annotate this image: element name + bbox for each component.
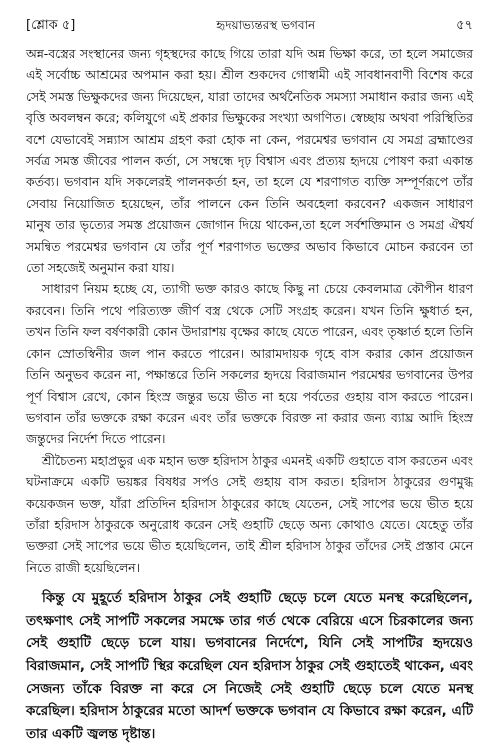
paragraph-1: অন্ন-বস্ত্রের সংস্থানের জন্য গৃহস্থদের কাছে গিয়ে তারা যদি অন্ন ভিক্ষা করে, তা হলে সমাজের এই সর্বোচ্চ আশ্রমের অপমান করা হয়। শ্রীল শুকদেব গোস্বামী এই সাবধানবাণী বিশেষ করে সেই সমস্ত ভিক্ষুকদের জন্য দিয়েছেন, যারা তাদের অর্থনৈতিক সমস্যা সমাধান করার জন্য এই বৃত্তি অবলম্বন করে; কলিযুগে এই প্রকার ভিক্ষুকের সংখ্যা অগণিত। স্বেচ্ছায় অথবা পরিস্থিতির বশে যেভাবেই সন্ন্যাস আশ্রম গ্রহণ করা হোক না কেন, পরমেশ্বর ভগবান যে সমগ্র ব্রহ্মাণ্ডের সর্বত্র সমস্ত জীবের পালন কর্তা, সে সম্বন্ধে দৃঢ় বিশ্বাস এবং প্রত্যয় হৃদয়ে পোষণ করা একান্ত কর্তব্য। ভগবান যদি সকলেরই পালনকর্তা হন, তা হলে যে শরণাগত ব্যক্তি সম্পূর্ণরূপে তাঁর সেবায় নিয়োজিত হয়েছেন, তাঁর পালনে কেন তিনি অবহেলা করবেন? একজন সাধারণ মানুষ তার ভৃত্যের সমস্ত প্রয়োজন জোগান দিয়ে থাকেন,তা হলে সর্বশক্তিমান ও সমগ্র ঐশ্বর্য সমন্বিত পরমেশ্বর ভগবান যে তাঁর পূর্ণ শরণাগত ভক্তের অভাব কিভাবে মোচন করবেন তা তো সহজেই অনুমান করা যায়। [26, 46, 473, 276]
page-header [26, 16, 473, 37]
chapter-title: হৃদয়াভ্যন্তরস্থ ভগবান [216, 18, 316, 32]
paragraph-3: শ্রীচৈতন্য মহাপ্রভুর এক মহান ভক্ত হরিদাস ঠাকুর এমনই একটি গুহাতে বাস করতেন এবং ঘটনাক্রমে একটি ভয়ঙ্কর বিষধর সর্পও সেই গুহায় বাস করত। হরিদাস ঠাকুরের গুণমুগ্ধ কয়েকজন ভক্ত, যাঁরা প্রতিদিন হরিদাস ঠাকুরের কাছে যেতেন, সেই সাপের ভয়ে ভীত হয়ে তাঁরা হরিদাস ঠাকুরকে অনুরোধ করেন সেই গুহাটি ছেড়ে অন্য কোথাও যেতে। যেহেতু তাঁর ভক্তরা সেই সাপের ভয়ে ভীত হয়েছিলেন, তাই শ্রীল হরিদাস ঠাকুর তাঁদের সেই প্রস্তাব মেনে নিতে রাজী হয়েছিলেন। [26, 452, 473, 575]
paragraph-2: সাধারণ নিয়ম হচ্ছে যে, ত্যাগী ভক্ত কারও কাছে কিছু না চেয়ে কেবলমাত্র কৌপীন ধারণ করবেন। তিনি পথে পরিত্যক্ত জীর্ণ বস্ত্র থেকে সেটি সংগ্রহ করেন। যখন তিনি ক্ষুধার্ত হন, তখন তিনি ফল বর্ষণকারী কোন উদারাশয় বৃক্ষের কাছে যেতে পারেন, এবং তৃষ্ণার্ত হলে তিনি কোন স্রোতস্বিনীর জল পান করতে পারেন। আরামদায়ক গৃহে বাস করার কোন প্রয়োজন তিনি অনুভব করেন না, পক্ষান্তরে তিনি সকলের হৃদয়ে বিরাজমান পরমেশ্বর ভগবানের উপর পূর্ণ বিশ্বাস রেখে, কোন হিংস্র জন্তুর ভয়ে ভীত না হয়ে পর্বতের গুহায় বাস করতে পারেন। ভগবান তাঁর ভক্তকে রক্ষা করেন এবং তাঁর ভক্তকে বিরক্ত না করার জন্য ব্যাঘ্র আদি হিংস্র জন্তুদের নির্দেশ দিতে পারেন। [26, 281, 473, 447]
page-number: ৫৭ [456, 18, 473, 33]
highlighted-paragraph: কিন্তু যে মুহূর্তে হরিদাস ঠাকুর সেই গুহাটি ছেড়ে চলে যেতে মনস্থ করেছিলেন, তৎক্ষণাৎ সেই সাপটি সকলের সমক্ষে তার গর্ত থেকে বেরিয়ে এসে চিরকালের জন্য সেই গুহাটি ছেড়ে চলে যায়। ভগবানের নির্দেশে, যিনি সেই সাপটির হৃদয়েও বিরাজমান, সেই সাপটি স্থির করেছিল যেন হরিদাস ঠাকুর সেই গুহাতেই থাকেন, এবং সেজন্য তাঁকে বিরক্ত না করে সে নিজেই সেই গুহাটি ছেড়ে চলে যেতে মনস্থ করেছিল। হরিদাস ঠাকুরের মতো আদর্শ ভক্তকে ভগবান যে কিভাবে রক্ষা করেন, এটি তার একটি জ্বলন্ত দৃষ্টান্ত। [26, 591, 473, 742]
verse-label: [শ্লোক ৫] [26, 18, 76, 33]
